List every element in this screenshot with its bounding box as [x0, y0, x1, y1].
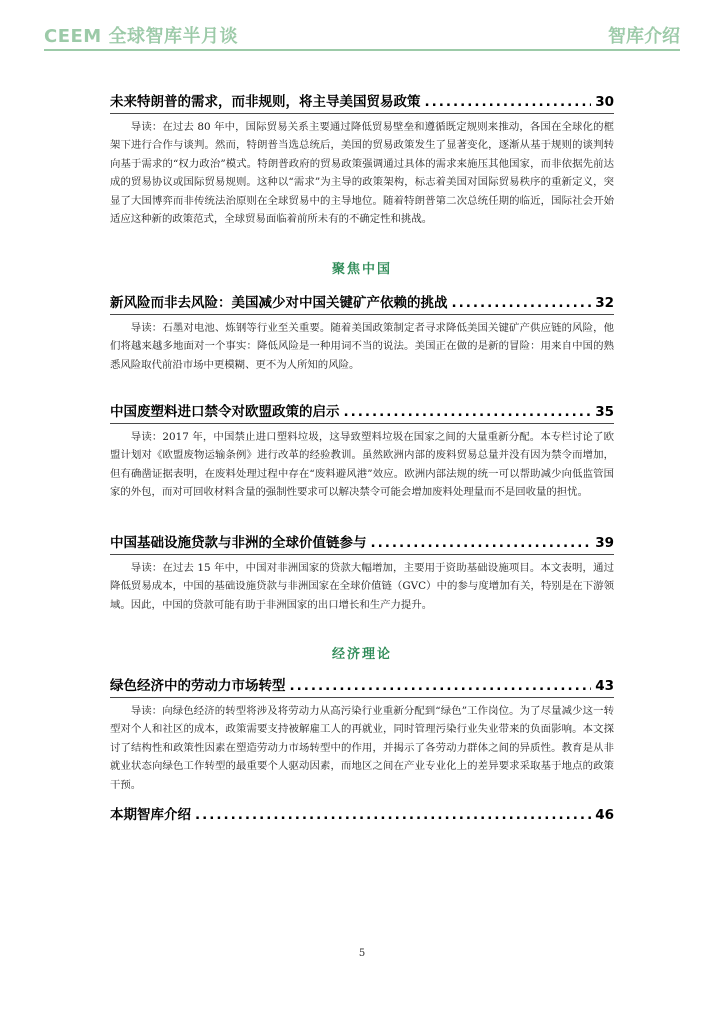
toc-entry-page: 39: [595, 535, 614, 551]
section-heading-china: 聚焦中国: [331, 262, 392, 277]
toc-entry-rule: [110, 423, 614, 424]
toc-entry-summary: 导读：在过去 15 年中，中国对非洲国家的贷款大幅增加，主要用于资助基础设施项目。本文表明，通过降低贸易成本，中国的基础设施贷款与非洲国家在全球价值链（GVC）中的参与度增加有关，特别是在下游领域。因此，中国的贷款可能有助于非洲国家的出口增长和生产力提升。: [110, 562, 614, 611]
toc-entry-title[interactable]: 未来特朗普的需求，而非规则，将主导美国贸易政策: [110, 94, 421, 110]
toc-entry[interactable]: [110, 674, 614, 794]
section-title: 智库介绍: [608, 26, 680, 47]
toc-entry[interactable]: [110, 90, 614, 228]
toc-entry[interactable]: [110, 803, 614, 823]
toc-entry-page: 35: [595, 404, 614, 420]
page-number: 5: [358, 948, 366, 959]
toc-entry[interactable]: [110, 400, 614, 502]
toc-leader-dots: [371, 535, 592, 551]
toc-entry-page: 46: [595, 807, 614, 823]
toc-entry-title[interactable]: 本期智库介绍: [110, 807, 191, 823]
toc-entry-rule: [110, 697, 614, 698]
toc-entry-rule: [110, 113, 614, 114]
toc-entry-summary: 导读：向绿色经济的转型将涉及将劳动力从高污染行业重新分配到“绿色”工作岗位。为了尽量减少这一转型对个人和社区的成本，政策需要支持被解雇工人的再就业，同时管理污染行业失业带来的负面影响。本文探讨了结构性和政策性因素在塑造劳动力市场转型中的作用，并揭示了各劳动力群体之间的异质性。教育是从非就业状态向绿色工作转型的最重要个人驱动因素，而地区之间在产业专业化上的差异要求采取基于地点的政策干预。: [110, 705, 614, 791]
toc-entry-page: 43: [595, 678, 614, 694]
toc-leader-dots: [425, 94, 592, 110]
publication-title: CEEM 全球智库半月谈: [44, 26, 238, 47]
toc-leader-dots: [344, 404, 592, 420]
toc-entry-title[interactable]: 中国基础设施贷款与非洲的全球价值链参与: [110, 535, 367, 551]
toc-entry[interactable]: [110, 291, 614, 374]
toc-entry[interactable]: [110, 531, 614, 614]
toc-entry-rule: [110, 314, 614, 315]
toc-entry-summary: 导读：2017 年，中国禁止进口塑料垃圾，这导致塑料垃圾在国家之间的大量重新分配。本专栏讨论了欧盟计划对《欧盟废物运输条例》进行改革的经验教训。虽然欧洲内部的废料贸易总量并没有因为禁令而增加，但有确凿证据表明，在废料处理过程中存在“废料避风港”效应。欧洲内部法规的统一可以帮助减少向低监管国家的外包，而对可回收材料含量的强制性要求可以解决禁令可能会增加废料处理量而不是回收量的担忧。: [110, 431, 614, 499]
toc-entry-rule: [110, 554, 614, 555]
toc-entry-title[interactable]: 绿色经济中的劳动力市场转型: [110, 678, 286, 694]
toc-leader-dots: [195, 807, 591, 823]
page-header: [44, 18, 680, 52]
toc-entry-summary: 导读：在过去 80 年中，国际贸易关系主要通过降低贸易壁垒和遵循既定规则来推动，各国在全球化的框架下进行合作与谈判。然而，特朗普当选总统后，美国的贸易政策发生了显著变化，逐渐从基于规则的谈判转向基于需求的“权力政治”模式。特朗普政府的贸易政策强调通过具体的需求来施压其他国家，而非依据先前达成的贸易协议或国际贸易规则。这种以“需求”为主导的政策架构，标志着美国对国际贸易秩序的重新定义，突显了大国博弈而非传统法治原则在全球贸易中的主导地位。随着特朗普第二次总统任期的临近，国际社会开始适应这种新的政策范式，全球贸易面临着前所未有的不确定性和挑战。: [110, 121, 614, 226]
toc-entry-page: 30: [595, 94, 614, 110]
toc-leader-dots: [452, 295, 592, 311]
header-rule: [44, 49, 680, 51]
section-heading-economics: 经济理论: [331, 647, 392, 662]
toc-leader-dots: [290, 678, 592, 694]
toc-entry-page: 32: [595, 295, 614, 311]
toc-entry-summary: 导读：石墨对电池、炼钢等行业至关重要。随着美国政策制定者寻求降低美国关键矿产供应链的风险，他们将越来越多地面对一个事实：降低风险是一种用词不当的说法。美国正在做的是新的冒险：用来自中国的熟悉风险取代前沿市场中更模糊、更不为人所知的风险。: [110, 322, 614, 371]
toc-entry-title[interactable]: 中国废塑料进口禁令对欧盟政策的启示: [110, 404, 340, 420]
toc-entry-title[interactable]: 新风险而非去风险：美国减少对中国关键矿产依赖的挑战: [110, 295, 448, 311]
